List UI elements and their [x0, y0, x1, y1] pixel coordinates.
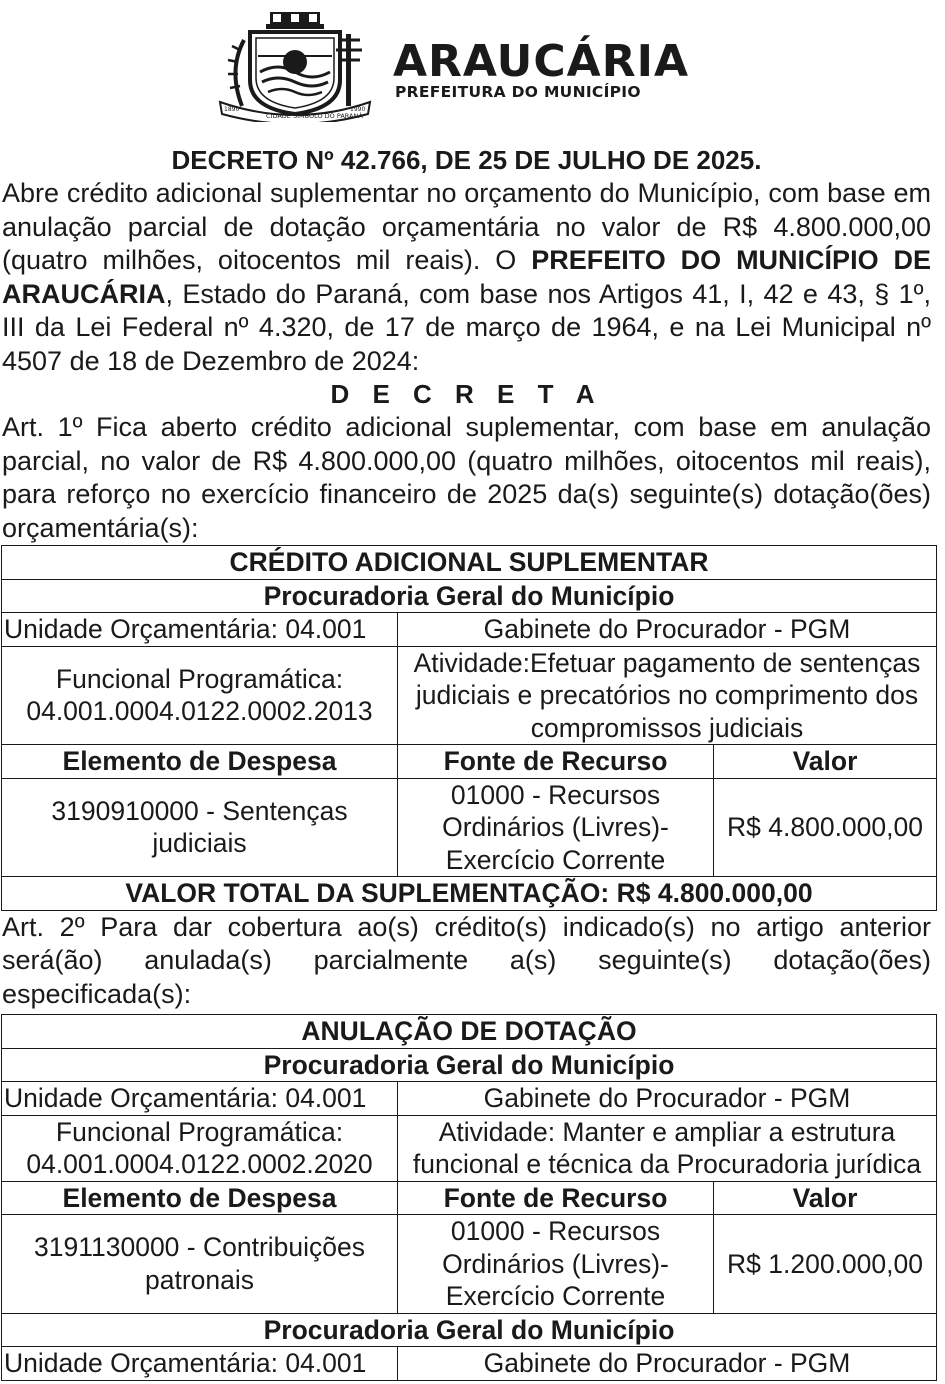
annul-functional	[2, 1115, 398, 1181]
annul-organ: Procuradoria Geral do Município	[2, 1048, 937, 1082]
annul-col-source: Fonte de Recurso	[398, 1181, 714, 1215]
annul-unit-name-2: Gabinete do Procurador - PGM	[398, 1347, 937, 1381]
annul-source: 01000 - Recursos Ordinários (Livres)- Exercício Corrente	[398, 1215, 714, 1314]
decree-preamble	[2, 177, 931, 378]
decree-body	[2, 143, 931, 1381]
annul-table-title: ANULAÇÃO DE DOTAÇÃO	[2, 1015, 937, 1049]
page-header	[0, 0, 945, 140]
crest-year-right: 1990	[350, 106, 366, 113]
annul-table	[1, 1014, 937, 1381]
credit-activity: Atividade:Efetuar pagamento de sentenças judiciais e precatórios no comprimento dos compromissos judiciais	[398, 646, 937, 745]
annul-activity: Atividade: Manter e ampliar a estrutura funcional e técnica da Procuradoria jurídica	[398, 1115, 937, 1181]
credit-col-element: Elemento de Despesa	[2, 745, 398, 779]
credit-col-source: Fonte de Recurso	[398, 745, 714, 779]
credit-functional-code: 04.001.0004.0122.0002.2013	[26, 696, 373, 727]
decree-title: DECRETO Nº 42.766, DE 25 DE JULHO DE 2025.	[171, 145, 762, 175]
credit-table-title: CRÉDITO ADICIONAL SUPLEMENTAR	[2, 546, 937, 580]
preamble-text-2: , Estado do Paraná, com base nos Artigos 41, I, 42 e 43, § 1º, III da Lei Federal nº 4.320, de 17 de março de 1964, e na Lei Municipal nº 4507 de 18 de Dezembro de 2024:	[2, 278, 931, 376]
credit-total: VALOR TOTAL DA SUPLEMENTAÇÃO: R$ 4.800.000,00	[2, 877, 937, 911]
annul-unit-label-2: Unidade Orçamentária: 04.001	[2, 1347, 398, 1381]
annul-unit-name: Gabinete do Procurador - PGM	[398, 1082, 937, 1116]
credit-element: 3190910000 - Sentenças judiciais	[2, 778, 398, 877]
brand-name: ARAUCÁRIA	[393, 36, 690, 87]
preamble-text-1: Abre crédito adicional suplementar no orçamento do Município, com base em anulação parcial de dotação orçamentária no valor de R$ 4.800.000,00 (quatro milhões, oitocentos mil reais). O	[2, 178, 931, 275]
article-1: Art. 1º Fica aberto crédito adicional suplementar, com base em anulação parcial, no valor de R$ 4.800.000,00 (quatro milhões, oitocentos mil reais), para reforço no exercício financeiro de 2025 da(s) seguinte(s) dotação(ões) orçamentária(s):	[2, 412, 931, 543]
credit-unit-name: Gabinete do Procurador - PGM	[398, 613, 937, 647]
credit-organ: Procuradoria Geral do Município	[2, 579, 937, 613]
credit-unit-label: Unidade Orçamentária: 04.001	[2, 613, 398, 647]
crest-year-left: 1890	[224, 106, 240, 113]
decreta-heading: D E C R E T A	[330, 379, 603, 409]
preamble-authority: PREFEITO DO MUNICÍPIO DE ARAUCÁRIA	[2, 245, 931, 309]
credit-table	[1, 545, 937, 911]
crest-motto: CIDADE SÍMBOLO DO PARANÁ	[266, 112, 363, 120]
credit-functional-label: Funcional Programática:	[55, 663, 344, 694]
credit-functional	[2, 646, 398, 745]
credit-value: R$ 4.800.000,00	[714, 778, 937, 877]
annul-element: 3191130000 - Contribuições patronais	[2, 1215, 398, 1314]
annul-col-element: Elemento de Despesa	[2, 1181, 398, 1215]
annul-functional-code: 04.001.0004.0122.0002.2020	[26, 1149, 373, 1179]
credit-source: 01000 - Recursos Ordinários (Livres)- Exercício Corrente	[398, 778, 714, 877]
coat-of-arms-icon	[210, 10, 380, 122]
article-2: Art. 2º Para dar cobertura ao(s) crédito(s) indicado(s) no artigo anterior será(ão) anulada(s) parcialmente a(s) seguinte(s) dotação(ões) especificada(s):	[2, 911, 931, 1009]
annul-unit-label: Unidade Orçamentária: 04.001	[2, 1082, 398, 1116]
brand-subtitle: PREFEITURA DO MUNICÍPIO	[395, 83, 641, 101]
brand-block	[393, 36, 690, 101]
credit-col-value: Valor	[714, 745, 937, 779]
annul-value: R$ 1.200.000,00	[714, 1215, 937, 1314]
annul-col-value: Valor	[714, 1181, 937, 1215]
annul-organ-2: Procuradoria Geral do Município	[2, 1313, 937, 1347]
annul-functional-label: Funcional Programática:	[55, 1116, 344, 1147]
